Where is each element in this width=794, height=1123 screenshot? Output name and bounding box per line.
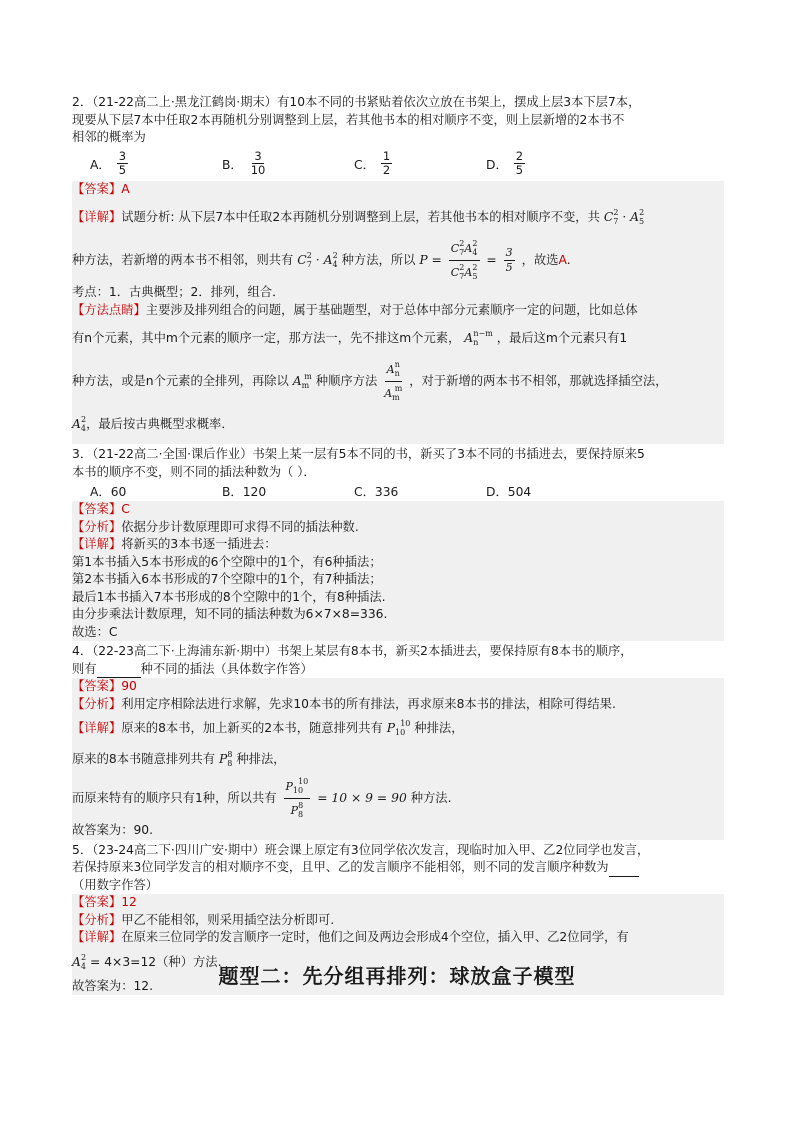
q4-stem-line1: 4．（22-23高二下·上海浦东新·期中）书架上某层有8本书，新买2本插进去，要保持原有8本书的顺序， [72,644,633,658]
q3-step4: 由分步乘法计数原理，知不同的插法种数为6×7×8=336. [72,607,388,621]
q2-method-line2: 有n个元素，其中m个元素的顺序一定，那方法一，先不排这m个元素， $A_n^{n-m}$ ，最后这m个元素只有1 [72,329,628,347]
fill-blank [97,665,141,678]
section-title: 题型二：先分组再排列：球放盒子模型 [218,964,576,988]
q2-option-d: D． $\frac{2}{5}$ [486,149,524,177]
q5-final: 故答案为：12. [72,978,154,993]
fraction: $\frac{1}{2}$ [382,149,391,177]
q3-analysis: 【分析】依据分步计数原理即可求得不同的插法种数. [72,519,359,534]
q2-detail-line1: 【详解】试题分析: 从下层7本中任取2本再随机分别调整到上层，若其他书本的相对顺序不变，共 $C_7^2 \cdot A_5^2$ [72,208,645,226]
q5-detail-line1: 【详解】在原来三位同学的发言顺序一定时，他们之间及两边会形成4个空位，插入甲、乙2位同学，有 [72,930,629,944]
q3-option-d: D．504 [486,485,532,499]
q5-answer: 【答案】12 [72,895,137,909]
q4-detail-line3: 而原来特有的顺序只有1种，所以共有 $\frac{P_{10}^{10}}{P_8^8}$ = 10 × 9 = 90 种方法. [72,777,452,819]
q5-analysis: 【分析】甲乙不能相邻，则采用插空法分析即可. [72,912,335,927]
q2-method-line4: $A_4^2$，最后按古典概型求概率． [72,415,234,433]
fill-blank [609,864,639,877]
q3-step2: 第2本书插入6本书形成的7个空隙中的1个，有7种插法； [72,572,382,586]
q3-final: 故选：C [72,624,118,639]
q3-options [90,481,724,501]
fraction: $\frac{3}{5}$ [118,149,127,177]
q2-stem-line2: 现要从下层7本中任取2本再随机分别调整到上层，若其他书本的相对顺序不变，则上层新增的2本书不 [72,112,625,127]
q5-stem-line2: 若保持原来3位同学发言的相对顺序不变，且甲、乙的发言顺序不能相邻，则不同的发言顺序种数为 [72,859,724,877]
fraction: $\frac{2}{5}$ [515,149,524,177]
q4-solution-block [72,678,724,840]
q4-final: 故答案为：90. [72,823,154,837]
q3-option-a: A．60 [90,485,127,499]
q3-step3: 最后1本书插入7本书形成的8个空隙中的1个，有8种插法. [72,589,386,604]
q2-option-c: C． $\frac{1}{2}$ [354,149,391,177]
q5-stem-line1: 5．（23-24高二下·四川广安·期中）班会课上原定有3位同学依次发言，现临时加入甲、乙2位同学也发言， [72,842,650,857]
q2-option-a: A． $\frac{3}{5}$ [90,149,127,177]
q4-answer: 【答案】90 [72,679,137,693]
q2-kaodian: 考点：1．古典概型；2．排列，组合． [72,285,285,299]
q3-step1: 第1本书插入5本书形成的6个空隙中的1个，有6种插法； [72,554,382,569]
q3-option-c: C．336 [354,485,399,499]
q2-stem-line1: 2．（21-22高二上·黑龙江鹤岗·期末）有10本不同的书紧贴着依次立放在书架上，摆成上层3本下层7本， [72,95,641,109]
q4-stem-line2: 则有 种不同的插法（具体数字作答） [72,661,724,679]
q3-stem-line2: 本书的顺序不变，则不同的插法种数为（ ）． [72,464,316,479]
math-expr: $C_7^2 \cdot A_5^2$ [603,208,645,226]
q4-detail-line2: 原来的8本书随意排列共有 $P_8^8$ 种排法， [72,750,286,768]
q4-analysis: 【分析】利用定序相除法进行求解，先求10本书的所有排法，再求原来8本书的排法，相除可得结果. [72,696,616,711]
q3-detail: 【详解】将新买的3本书逐一插进去： [72,537,277,551]
q2-option-b: B． $\frac{3}{10}$ [222,149,266,177]
fraction: $\frac{3}{10}$ [250,149,266,177]
q2-method-line3: 种方法，或是n个元素的全排列，再除以 $A_m^m$ 种顺序方法 $\frac{A_n^n}{A_m^m}$ ，对于新增的两本书不相邻，那就选择插空法， [72,360,668,402]
q3-option-b: B．120 [222,485,267,499]
q3-solution-block [72,501,724,641]
q2-stem-line3: 相邻的概率为 [72,130,146,144]
probability-fraction: $\frac{C_7^2A_4^2}{C_7^2A_5^2}$ [450,239,478,281]
page-content [72,92,724,995]
q2-answer: 【答案】A [72,181,130,196]
q5-detail-line2: $A_4^2 = 4\times 3=12$（种）方法. [72,952,222,971]
q5-stem-line3: （用数字作答） [72,877,159,892]
q2-solution-block [72,181,724,445]
q2-detail-line2: 种方法，若新增的两本书不相邻，则共有 $C_7^2 \cdot A_4^2$ 种方法，所以 P = $\frac{C_7^2A_4^2}{C_7^2A_5^2}$ = $\frac{3}{5}$ ，故选A. [72,237,724,284]
q2-method-line1: 【方法点睛】主要涉及排列组合的问题，属于基础题型，对于总体中部分元素顺序一定的问题，比如总体 [72,302,638,317]
q2-options [90,147,724,181]
q3-stem-line1: 3．（21-22高二·全国·课后作业）书架上某一层有5本不同的书，新买了3本不同的书插进去，要保持原来5 [72,447,645,461]
q4-detail-line1: 【详解】原来的8本书，加上新买的2本书，随意排列共有 $P_{10}^{10}$ 种排法， [72,719,464,737]
q3-answer: 【答案】C [72,502,130,516]
